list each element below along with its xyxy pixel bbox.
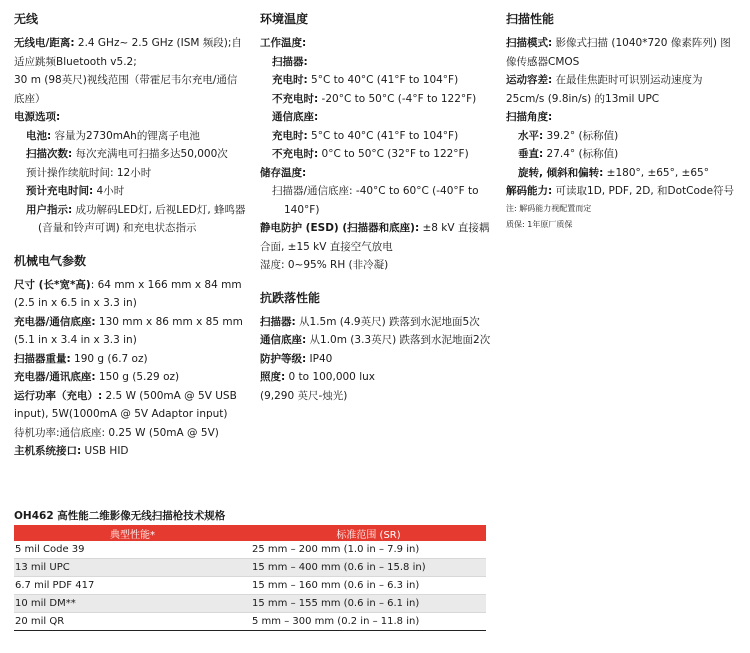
table-row [14, 577, 486, 595]
decode-note: 注: 解码能力视配置而定 [506, 203, 592, 213]
esd-spec: 静电防护 (ESD) (扫描器和底座): ±8 kV 直接耦合面, ±15 kV 直接空气放电 [260, 222, 490, 253]
warranty-note: 质保: 1年原厂质保 [506, 219, 573, 229]
table-cell: 6.7 mil PDF 417 [14, 577, 251, 595]
header-typical-performance: 典型性能* [14, 525, 251, 541]
radio-spec: 无线电/距离: 2.4 GHz~ 2.5 GHz (ISM 频段);自适应跳频Bluetooth v5.2; [14, 37, 242, 68]
table-row [14, 595, 486, 613]
drop-base-spec: 通信底座: 从1.0m (3.3英尺) 跌落到水泥地面2次 [260, 334, 491, 346]
scans-spec: 扫描次数: 每次充满电可扫描多达50,000次 [26, 148, 228, 160]
base-notcharging-temp: 不充电时: 0°C to 50°C (32°F to 122°F) [272, 148, 469, 160]
power-options-heading: 电源选项: [14, 111, 61, 123]
base-size-spec: 充电器/通信底座: 130 mm x 86 mm x 85 mm (5.1 in x 3.4 in x 3.3 in) [14, 315, 243, 346]
charge-time-spec: 预计充电时间: 4小时 [26, 185, 125, 197]
rotation-spec: 旋转, 倾斜和偏转: ±180°, ±65°, ±65° [518, 166, 709, 179]
battery-spec: 电池: 容量为2730mAh的锂离子电池 [26, 129, 200, 142]
header-standard-range: 标准范围 (SR) [251, 525, 486, 541]
section-heading-wireless: 无线 [14, 12, 39, 26]
illumination-spec-2: (9,290 英尺-烛光) [260, 389, 348, 402]
table-cell: 20 mil QR [14, 613, 251, 631]
table-header-row [14, 525, 486, 541]
ip-rating-spec: 防护等级: IP40 [260, 352, 333, 365]
op-power-spec: 运行功率（充电）: 2.5 W (500mA @ 5V USB input), 5W(1000mA @ 5V Adaptor input) [14, 389, 237, 420]
scan-angle-label: 扫描角度: [506, 111, 553, 123]
column-scan-performance [506, 10, 738, 233]
base-label: 通信底座: [272, 111, 319, 123]
decode-spec: 解码能力: 可读取1D, PDF, 2D, 和DotCode符号 [506, 185, 735, 197]
section-heading-drop: 抗跌落性能 [260, 290, 321, 305]
motion-tolerance-spec: 运动容差: 在最佳焦距时可识别运动速度为 25cm/s (9.8in/s) 的13mil UPC [506, 74, 703, 105]
standby-power-spec: 待机功率:通信底座: 0.25 W (50mA @ 5V) [14, 426, 219, 439]
vertical-angle-spec: 垂直: 27.4° (标称值) [518, 148, 619, 160]
table-cell: 15 mm – 400 mm (0.6 in – 15.8 in) [251, 559, 486, 577]
table-cell: 25 mm – 200 mm (1.0 in – 7.9 in) [251, 541, 486, 559]
scanner-label: 扫描器: [272, 55, 308, 68]
horizontal-angle-spec: 水平: 39.2° (标称值) [518, 129, 619, 142]
scanner-weight-spec: 扫描器重量: 190 g (6.7 oz) [14, 352, 148, 365]
column-environment-drop [260, 10, 492, 405]
scanner-notcharging-temp: 不充电时: -20°C to 50°C (-4°F to 122°F) [272, 92, 477, 105]
performance-table [14, 525, 486, 631]
user-indicator-spec: 用户指示: 成功解码LED灯, 后视LED灯, 蜂鸣器(音量和铃声可调) 和充电状态指示 [26, 203, 246, 234]
table-cell: 5 mil Code 39 [14, 541, 251, 559]
column-wireless-mech [14, 10, 246, 461]
interface-spec: 主机系统接口: USB HID [14, 445, 129, 457]
table-cell: 15 mm – 155 mm (0.6 in – 6.1 in) [251, 595, 486, 613]
op-time-spec: 预计操作续航时间: 12小时 [26, 166, 152, 179]
table-row [14, 613, 486, 631]
section-heading-mech: 机械电气参数 [14, 253, 87, 268]
table-cell: 13 mil UPC [14, 559, 251, 577]
range-spec: 30 m (98英尺)视线范围（带霍尼韦尔充电/通信底座） [14, 74, 238, 105]
illumination-spec: 照度: 0 to 100,000 lux [260, 371, 375, 383]
table-cell: 15 mm – 160 mm (0.6 in – 6.3 in) [251, 577, 486, 595]
table-cell: 5 mm – 300 mm (0.2 in – 11.8 in) [251, 613, 486, 631]
section-heading-scan: 扫描性能 [506, 12, 555, 26]
table-title: OH462 高性能二维影像无线扫描枪技术规格 [14, 510, 226, 522]
table-row [14, 541, 486, 559]
size-spec: 尺寸 (长*宽*高): 64 mm x 166 mm x 84 mm (2.5 in x 6.5 in x 3.3 in) [14, 278, 242, 309]
storage-temp-spec: 扫描器/通信底座: -40°C to 60°C (-40°F to 140°F) [272, 185, 479, 216]
base-weight-spec: 充电器/通讯底座: 150 g (5.29 oz) [14, 371, 180, 383]
scan-mode-spec: 扫描模式: 影像式扫描 (1040*720 像素阵列) 图像传感器CMOS [506, 37, 731, 68]
section-heading-environment: 环境温度 [260, 12, 309, 26]
storage-temp-label: 储存温度: [260, 166, 307, 179]
drop-scanner-spec: 扫描器: 从1.5m (4.9英尺) 跌落到水泥地面5次 [260, 315, 480, 328]
humidity-spec: 湿度: 0~95% RH (非冷凝) [260, 259, 389, 271]
scanner-charging-temp: 充电时: 5°C to 40°C (41°F to 104°F) [272, 74, 459, 86]
work-temp-label: 工作温度: [260, 37, 307, 49]
performance-table-section [14, 508, 486, 631]
base-charging-temp: 充电时: 5°C to 40°C (41°F to 104°F) [272, 129, 459, 142]
table-row [14, 559, 486, 577]
table-cell: 10 mil DM** [14, 595, 251, 613]
